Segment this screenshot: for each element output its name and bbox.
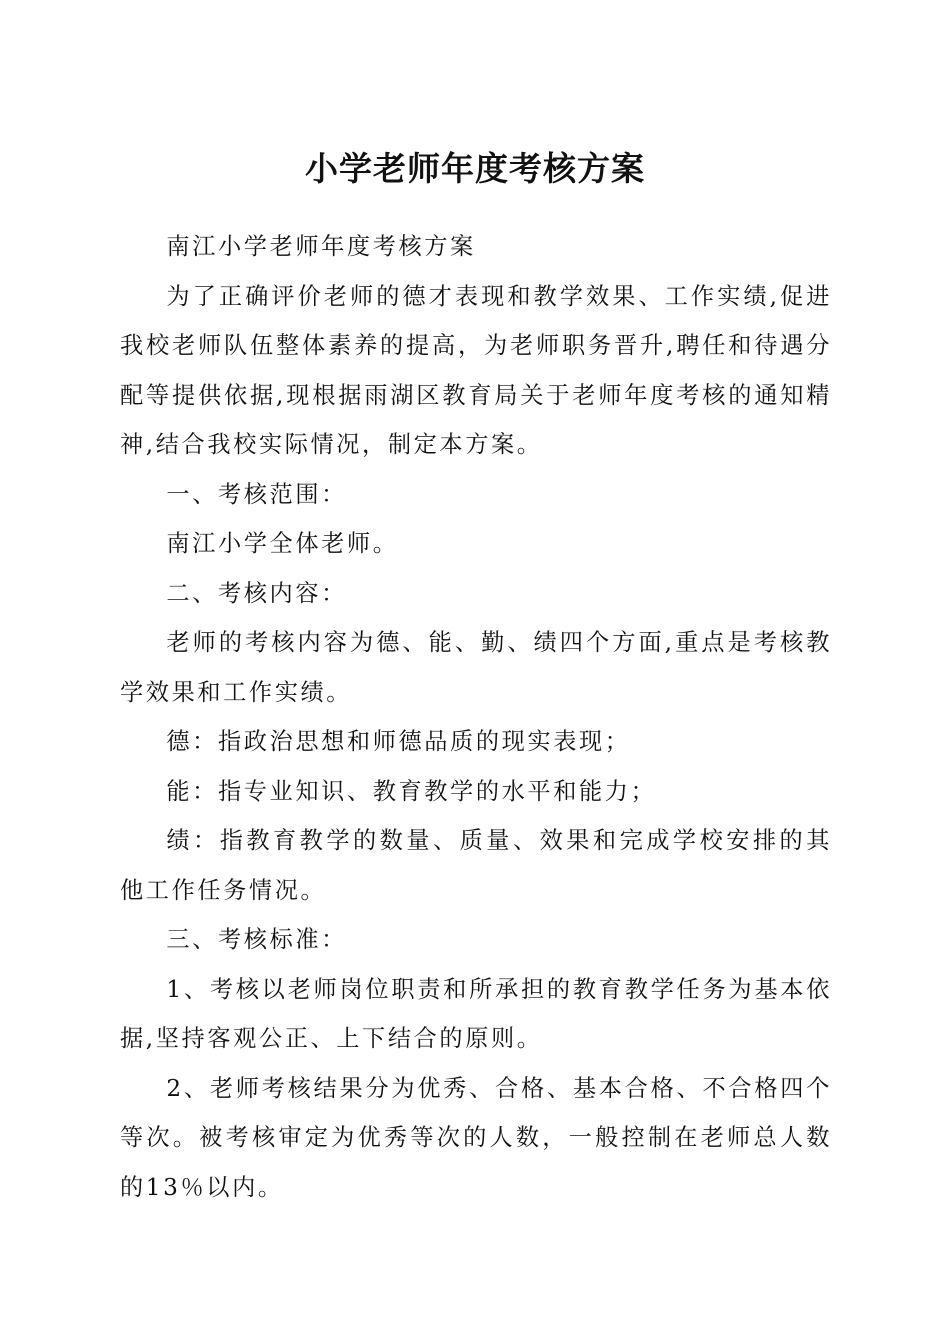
paragraph-intro: 为了正确评价老师的德才表现和教学效果、工作实绩,促进我校老师队伍整体素养的提高，为老师职务晋升,聘任和待遇分配等提供依据,现根据雨湖区教育局关于老师年度考核的通知精神,结合我校实际情况，制定本方案。 <box>120 282 832 458</box>
document-title: 小学老师年度考核方案 <box>305 149 645 188</box>
document-body <box>120 222 832 1212</box>
section-heading-standard: 三、考核标准： <box>166 926 347 953</box>
paragraph-de: 德：指政治思想和师德品质的现实表现； <box>166 728 631 755</box>
paragraph-ji: 绩：指教育教学的数量、质量、效果和完成学校安排的其他工作任务情况。 <box>120 827 832 904</box>
paragraph-scope: 南江小学全体老师。 <box>166 530 399 557</box>
paragraph-standard-1: 1、考核以老师岗位职责和所承担的教育教学任务为基本依据,坚持客观公正、上下结合的原则。 <box>120 975 832 1052</box>
section-heading-content: 二、考核内容： <box>166 579 347 607</box>
section-heading-scope: 一、考核范围： <box>166 480 347 508</box>
paragraph-neng: 能：指专业知识、教育教学的水平和能力； <box>166 777 657 805</box>
paragraph-content: 老师的考核内容为德、能、勤、绩四个方面,重点是考核教学效果和工作实绩。 <box>120 629 832 706</box>
paragraph-subtitle: 南江小学老师年度考核方案 <box>166 233 476 260</box>
paragraph-standard-2: 2、老师考核结果分为优秀、合格、基本合格、不合格四个等次。被考核审定为优秀等次的人数，一般控制在老师总人数的13％以内。 <box>120 1074 832 1201</box>
